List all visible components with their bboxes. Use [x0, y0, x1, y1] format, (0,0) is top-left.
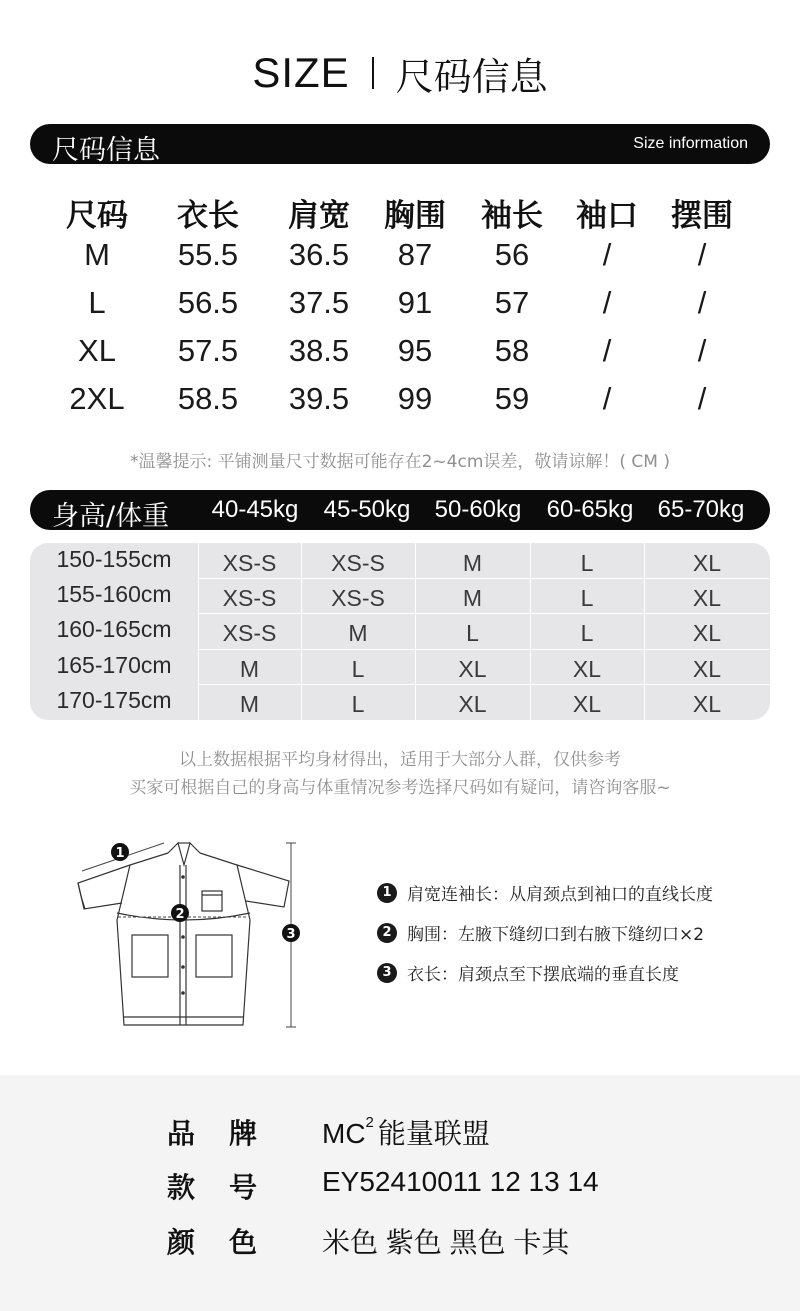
- size-info-bar-title: 尺码信息: [52, 135, 160, 166]
- weight-header: 40-45kg: [211, 496, 299, 523]
- legend-number-icon: 2: [377, 923, 397, 943]
- label-char: 牌: [228, 1117, 257, 1150]
- column-header: 袖口: [576, 198, 638, 234]
- model-label: [167, 1166, 257, 1206]
- size-info-bar-subtitle: Size information: [633, 135, 748, 152]
- height-weight-label: 身高/体重: [52, 501, 170, 532]
- table-cell: /: [602, 285, 612, 320]
- weight-header: 65-70kg: [657, 496, 745, 523]
- table-cell: 56.5: [177, 285, 239, 320]
- reference-note: 买家可根据自己的身高与体重情况参考选择尺码如有疑问，请咨询客服~: [129, 778, 671, 798]
- garment-outline: [78, 843, 289, 1025]
- table-cell: 57.5: [177, 333, 239, 368]
- column-header: 衣长: [177, 198, 239, 234]
- table-cell: 55.5: [177, 237, 239, 272]
- weight-header: 45-50kg: [323, 496, 411, 523]
- size-info-bar: [30, 124, 770, 164]
- table-cell: 91: [397, 285, 433, 320]
- page-title: [0, 48, 800, 98]
- table-cell: 38.5: [288, 333, 350, 368]
- measurement-tip: *温馨提示: 平铺测量尺寸数据可能存在2~4cm误差，敬请谅解！( CM ): [129, 452, 671, 472]
- legend-number-icon: 3: [377, 963, 397, 983]
- weight-header: 50-60kg: [434, 496, 522, 523]
- table-cell: 56: [494, 237, 530, 272]
- table-cell: /: [697, 333, 707, 368]
- table-cell: L: [351, 691, 365, 717]
- table-cell: /: [602, 237, 612, 272]
- table-cell: XL: [78, 333, 116, 368]
- svg-text:3: 3: [286, 927, 296, 942]
- button-dot: [181, 935, 185, 939]
- label-char: 品: [167, 1117, 196, 1150]
- marker-3: [282, 924, 300, 942]
- table-cell: 36.5: [288, 237, 350, 272]
- reference-note: 以上数据根据平均身材得出，适用于大部分人群，仅供参考: [179, 750, 621, 770]
- height-cell: 170-175cm: [56, 687, 172, 713]
- legend-text: 胸围：左腋下缝纫口到右腋下缝纫口×2: [407, 925, 705, 945]
- table-cell: 58.5: [177, 381, 239, 416]
- column-header: 袖长: [481, 198, 543, 234]
- table-cell: /: [602, 381, 612, 416]
- table-cell: 37.5: [288, 285, 350, 320]
- table-cell: XS-S: [331, 585, 385, 611]
- table-cell: /: [602, 333, 612, 368]
- table-cell: 2XL: [69, 381, 125, 416]
- legend-number-icon: 1: [377, 883, 397, 903]
- table-cell: 58: [494, 333, 530, 368]
- table-cell: /: [697, 381, 707, 416]
- label-char: 颜: [167, 1226, 196, 1259]
- svg-text:1: 1: [115, 846, 125, 861]
- table-cell: XS-S: [222, 550, 277, 576]
- table-cell: XS-S: [331, 550, 385, 576]
- table-cell: M: [84, 237, 110, 272]
- table-cell: XL: [572, 691, 602, 717]
- table-cell: 99: [397, 381, 433, 416]
- table-cell: XL: [458, 656, 487, 682]
- height-cell: 160-165cm: [56, 616, 172, 642]
- table-cell: XL: [692, 691, 722, 717]
- legend-item: [377, 920, 704, 945]
- brand-label: [167, 1112, 257, 1152]
- table-cell: L: [580, 550, 594, 576]
- brand-superscript: 2: [365, 1114, 374, 1131]
- table-cell: M: [239, 691, 260, 717]
- table-cell: L: [466, 620, 479, 646]
- table-cell: XL: [572, 656, 602, 682]
- table-cell: M: [239, 656, 260, 682]
- table-cell: XS-S: [222, 620, 277, 646]
- table-cell: /: [697, 237, 707, 272]
- marker-1: [111, 843, 129, 861]
- label-char: 号: [228, 1171, 257, 1204]
- column-header: 肩宽: [288, 198, 350, 234]
- height-weight-bar: [30, 490, 770, 530]
- table-cell: L: [580, 585, 594, 611]
- title-en: SIZE: [252, 49, 350, 96]
- weight-header: 60-65kg: [546, 496, 634, 523]
- title-cn: 尺码信息: [395, 54, 548, 99]
- garment-diagram: [60, 825, 320, 1040]
- column-header: 胸围: [384, 198, 446, 234]
- table-cell: M: [462, 585, 483, 611]
- table-cell: 95: [397, 333, 433, 368]
- label-char: 色: [228, 1226, 257, 1259]
- table-cell: XL: [692, 585, 722, 611]
- table-cell: M: [348, 620, 368, 646]
- button-dot: [181, 875, 185, 879]
- brand-prefix: MC: [322, 1118, 366, 1149]
- table-cell: 57: [494, 285, 530, 320]
- table-cell: XL: [692, 656, 722, 682]
- height-weight-table: [30, 543, 770, 720]
- legend-text: 肩宽连袖长：从肩颈点到袖口的直线长度: [407, 885, 713, 905]
- height-cell: 150-155cm: [56, 546, 172, 572]
- button-dot: [181, 965, 185, 969]
- button-dot: [181, 991, 185, 995]
- column-header: 摆围: [671, 198, 733, 234]
- height-cell: 155-160cm: [56, 581, 172, 607]
- legend-item: [377, 960, 679, 985]
- garment-buttons: [181, 875, 185, 995]
- table-cell: XS-S: [222, 585, 277, 611]
- color-value: 米色 紫色 黑色 卡其: [322, 1227, 570, 1258]
- label-char: 款: [167, 1171, 196, 1204]
- color-label: [167, 1221, 257, 1261]
- column-header: 尺码: [66, 198, 128, 234]
- table-cell: L: [580, 620, 594, 646]
- svg-text:2: 2: [175, 907, 185, 922]
- table-cell: XL: [692, 550, 722, 576]
- table-cell: XL: [458, 691, 487, 717]
- brand-value: [322, 1112, 490, 1152]
- legend-item: [377, 880, 713, 905]
- marker-2: [171, 904, 189, 922]
- legend-text: 衣长：肩颈点至下摆底端的垂直长度: [407, 965, 679, 985]
- table-cell: XL: [692, 620, 722, 646]
- table-cell: 59: [494, 381, 530, 416]
- table-cell: L: [351, 656, 365, 682]
- table-cell: L: [88, 285, 106, 320]
- brand-suffix: 能量联盟: [377, 1118, 490, 1149]
- table-cell: 87: [397, 237, 433, 272]
- title-divider: [372, 57, 374, 89]
- model-value: EY52410011 12 13 14: [322, 1166, 599, 1197]
- table-cell: 39.5: [288, 381, 350, 416]
- height-cell: 165-170cm: [56, 652, 172, 678]
- table-cell: /: [697, 285, 707, 320]
- table-cell: M: [462, 550, 483, 576]
